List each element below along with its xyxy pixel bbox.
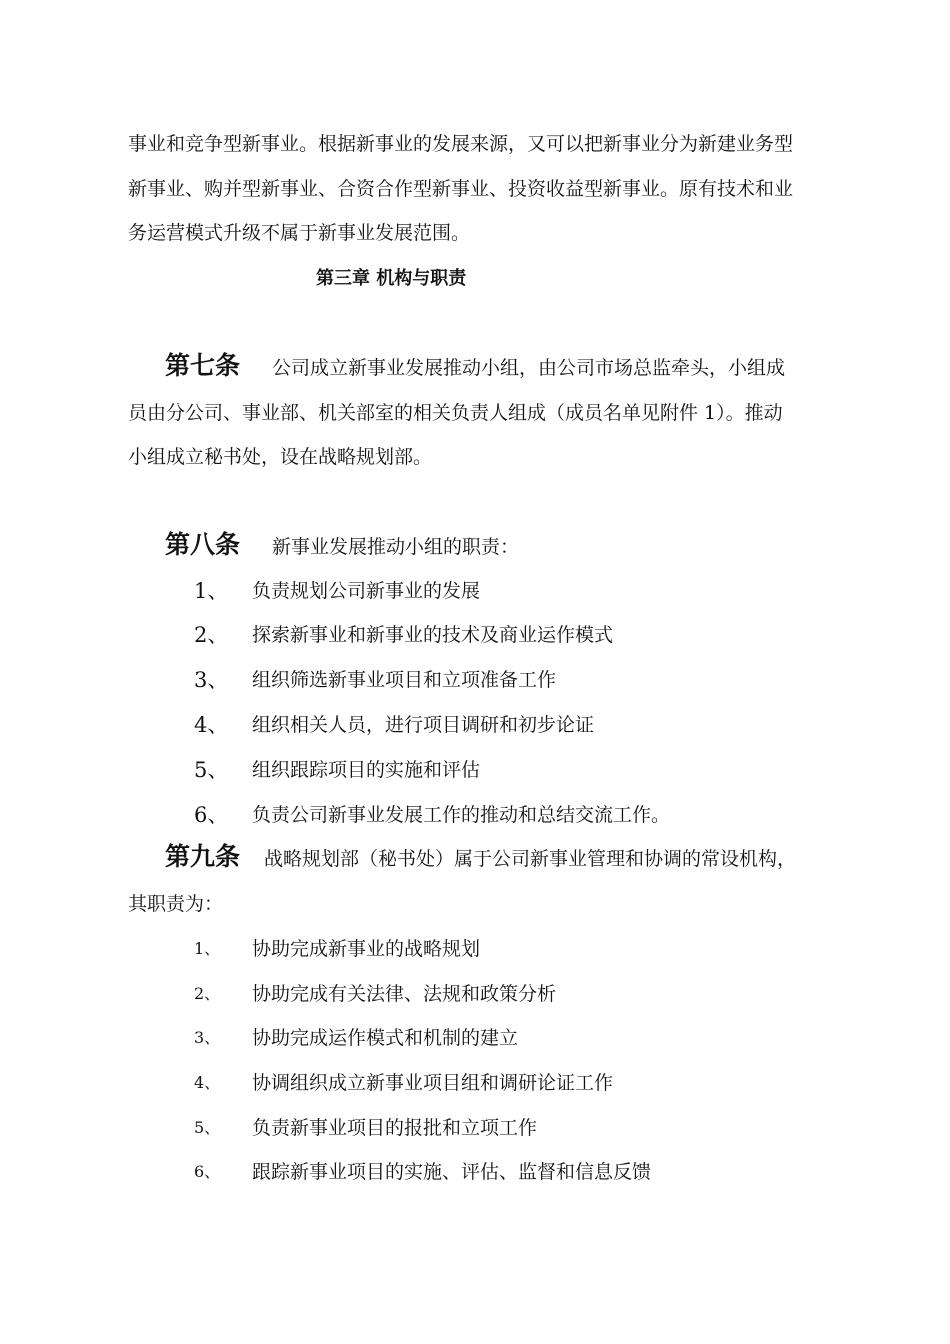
intro-line-1: 事业和竞争型新事业。根据新事业的发展来源，又可以把新事业分为新建业务型 [128, 133, 794, 155]
article-9-text-1: 战略规划部（秘书处）属于公司新事业管理和协调的常设机构， [264, 848, 797, 870]
article-8-item-text: 组织筛选新事业项目和立项准备工作 [252, 669, 557, 691]
article-7-label: 第七条 [165, 351, 241, 380]
intro-line-3: 务运营模式升级不属于新事业发展范围。 [128, 222, 471, 244]
article-7-line-3: 小组成立秘书处，设在战略规划部。 [128, 446, 433, 468]
article-7-text-1: 公司成立新事业发展推动小组，由公司市场总监牵头，小组成 [272, 357, 786, 379]
article-9-item-text: 协助完成运作模式和机制的建立 [252, 1027, 519, 1049]
article-7-first-line [165, 350, 825, 385]
article-8-item-text: 组织相关人员，进行项目调研和初步论证 [252, 714, 595, 736]
article-9-item-text: 跟踪新事业项目的实施、评估、监督和信息反馈 [252, 1161, 652, 1183]
intro-line-2: 新事业、购并型新事业、合资合作型新事业、投资收益型新事业。原有技术和业 [128, 178, 794, 200]
article-9-item-text: 协调组织成立新事业项目组和调研论证工作 [252, 1072, 614, 1094]
article-9-item-number: 6、 [194, 1162, 221, 1181]
article-9-item-number: 3、 [194, 1028, 221, 1047]
article-9-item-text: 协助完成新事业的战略规划 [252, 938, 481, 960]
article-8-item-text: 负责公司新事业发展工作的推动和总结交流工作。 [252, 804, 671, 826]
article-8-item-number: 1、 [194, 579, 229, 603]
article-9-item-number: 4、 [194, 1073, 221, 1092]
article-8-item-number: 4、 [194, 713, 229, 737]
article-8-item-text: 负责规划公司新事业的发展 [252, 580, 481, 602]
article-8-item-text: 探索新事业和新事业的技术及商业运作模式 [252, 624, 614, 646]
article-9-label: 第九条 [165, 842, 241, 871]
article-9-line-2: 其职责为： [128, 893, 224, 915]
article-9-item-number: 2、 [194, 984, 221, 1003]
article-9-item-number: 5、 [194, 1118, 221, 1137]
article-7-line-2: 员由分公司、事业部、机关部室的相关负责人组成（成员名单见附件 1）。推动 [128, 402, 783, 424]
article-9-item-number: 1、 [194, 939, 221, 958]
article-8-item-number: 6、 [194, 803, 229, 827]
article-8-item-number: 2、 [194, 623, 229, 647]
article-8-label: 第八条 [165, 530, 241, 559]
article-8-item-text: 组织跟踪项目的实施和评估 [252, 759, 481, 781]
chapter-heading: 第三章 机构与职责 [316, 268, 467, 289]
article-8-item-number: 5、 [194, 758, 229, 782]
article-9-item-text: 负责新事业项目的报批和立项工作 [252, 1117, 538, 1139]
article-8-text: 新事业发展推动小组的职责： [272, 536, 520, 558]
article-8-item-number: 3、 [194, 668, 229, 692]
article-9-item-text: 协助完成有关法律、法规和政策分析 [252, 983, 557, 1005]
article-8-first-line [165, 529, 825, 564]
article-9-first-line [165, 841, 825, 876]
